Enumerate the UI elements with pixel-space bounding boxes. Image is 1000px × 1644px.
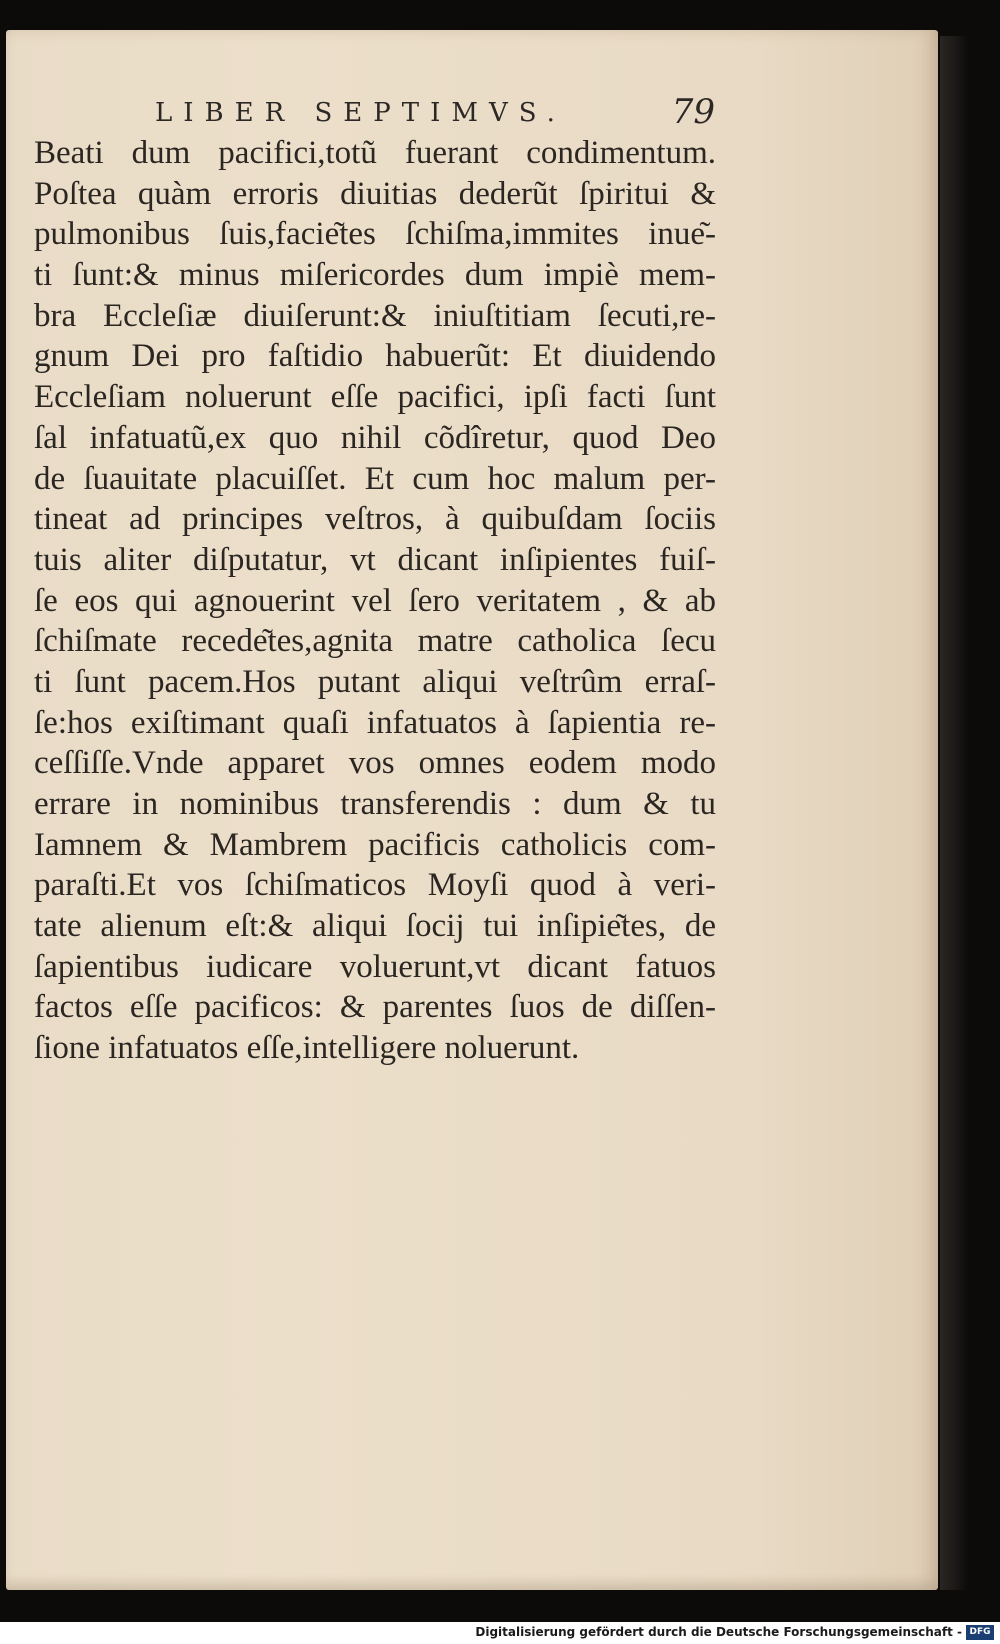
text-line: tuis aliter diſputatur, vt dicant inſipientes fuiſ- — [34, 541, 716, 578]
text-line: de ſuauitate placuiſſet. Et cum hoc malum per- — [34, 460, 716, 497]
text-line: Iamnem & Mambrem pacificis catholicis com- — [34, 826, 716, 863]
text-line: ceſſiſſe.Vnde apparet vos omnes eodem modo — [34, 745, 716, 782]
text-line: pulmonibus ſuis,facie͂tes ſchiſma,immites inue͂- — [34, 216, 716, 253]
text-line: ſione infatuatos eſſe,intelligere noluerunt. — [34, 1030, 580, 1067]
text-line: ſapientibus iudicare voluerunt,vt dicant fatuos — [34, 948, 716, 985]
text-line: tineat ad principes veſtros, à quibuſdam ſociis — [34, 501, 716, 538]
text-line: ti ſunt pacem.Hos putant aliqui veſtrûm erraſ- — [34, 663, 716, 700]
text-line: tate alienum eſt:& aliqui ſocij tui inſipie͂tes, de — [34, 908, 716, 945]
text-line: bra Eccleſiæ diuiſerunt:& iniuſtitiam ſecuti,re- — [34, 297, 716, 334]
text-line: Beati dum pacifici,totũ fuerant condimentum. — [34, 135, 716, 171]
text-line: paraſti.Et vos ſchiſmaticos Moyſi quod à veri- — [34, 867, 716, 904]
text-line: ſe:hos exiſtimant quaſi infatuatos à ſapientia re- — [34, 704, 716, 741]
text-line: ſe eos qui agnouerint vel ſero veritatem , & ab — [34, 582, 716, 619]
page-header — [155, 94, 715, 134]
dfg-logo: DFG — [966, 1625, 994, 1640]
footer-bar — [0, 1622, 1000, 1644]
text-line: ſchiſmate recede͂tes,agnita matre catholica ſecu — [34, 623, 716, 660]
digitization-credit: Digitalisierung gefördert durch die Deutsche Forschungsgemeinschaft - — [475, 1625, 962, 1639]
text-line: ſal infatuatũ,ex quo nihil cõdîretur, quod Deo — [34, 419, 716, 456]
page-number: 79 — [671, 92, 715, 132]
book-fore-edge — [940, 36, 968, 1590]
running-title: LIBER SEPTIMVS. — [155, 98, 566, 128]
text-line: gnum Dei pro faſtidio habuerũt: Et diuidendo — [34, 338, 716, 375]
body-text — [34, 133, 734, 1069]
text-line: Poſtea quàm erroris diuitias dederũt ſpiritui & — [34, 175, 716, 212]
text-line: Eccleſiam noluerunt eſſe pacifici, ipſi facti ſunt — [34, 379, 716, 416]
text-line: ti ſunt:& minus miſericordes dum impiè mem- — [34, 257, 716, 294]
text-line: factos eſſe pacificos: & parentes ſuos de diſſen- — [34, 989, 716, 1026]
text-line: errare in nominibus transferendis : dum & tu — [34, 786, 716, 822]
